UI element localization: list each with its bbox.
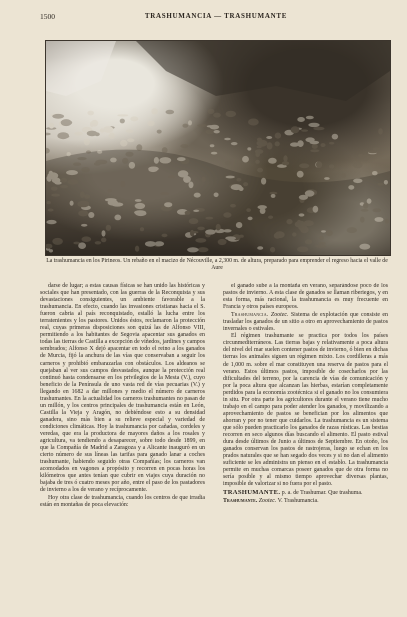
entry-headword: Trashumante. <box>223 498 258 505</box>
page-number: 1500 <box>40 12 55 21</box>
entry-text: V. Trashumancia. <box>277 498 319 505</box>
right-column <box>223 283 388 603</box>
entry-domain: Zootec. <box>258 498 277 505</box>
entry-headword: TRASHUMANTE. <box>223 489 281 497</box>
body-paragraph: darse de lugar; a estas causas físicas se han unido las históricas y sociales que han presentado, con las guerras de la Reconquista y sus devastaciones consiguientes, un ambiente favorable a la trashumancia. En efecto, cuando las invasiones cristianas hacia el S. fueron cabria al país reconquistado, estalló la lucha entre los terratenientes y los pastores. Unidos éstos, reclamaron la protección real, cuyas primeras disposiciones son quizá las de Alfonso VIII, permitiendo a los habitantes de Segovia apacentar sus ganados en todas las tierras de Castilla a excepción de viñedos, jardines y campos sembrados; Alfonso X dejó apacentar en todo el reino a los ganados de Murcia, fijó la anchura de las vías que conservaban a seguir los carneros y prohibió embarazarlas con obstáculos. Los aldeanos se quejaban al ver sus campos desvastados, aunque la protección real continuó hasta condensarse en los privilegios de la Mesta (V.), cuyo beneficio de la Península de uno vasta red de vías pecuarias (V.) y llegando en 1682 a dar millones y medio el número de carneros trashumantes. En la actualidad los carneros trashumantes no pasan de un millón, y los centros principales de trashumancia están en León, Castilla la Vieja y Aragón, no debiéndose esto a su densidad ganadera, sino más bien a su relieve especial y variedad de condiciones climáticas. Hoy la trashumancia por cañadas, cordeles y veredas, que era la productora de mayores daños a los rosales y agricultura, va tendiendo a desaparecer, sobre todo desde 1899, en que la Compañía de Madrid a Zaragoza y a Alicante inauguró en un cierto número de sus líneas las tarifas para ganado lanar a coches trashumante, habiendo seguido otras Compañías; los carneros van acomodados en vagones a propósito y recorren en pocas horas los kilómetros que antes tenían que cubrir en viajes cuya duración no bajaba de tres ó cuatro meses por año, entre el paso de los pastadores de invierno a los de verano y recíprocamente. <box>40 283 205 494</box>
flock-photograph <box>45 40 391 256</box>
entry-domain: Zootec. <box>270 311 289 318</box>
entry-text: p. a. de Trashumar. Que trashuma. <box>281 490 363 497</box>
entry-term: Trashumancia. <box>231 311 269 318</box>
definition-paragraph <box>223 312 388 333</box>
figure-caption: La trashumancia en los Pirineos. Un rebaño en el macizo de Nécouville, a 2,300 m. de altura, preparado para emprender el regreso hacia el valle de Aure <box>46 258 388 271</box>
body-paragraph: el ganado sube a la montaña en verano, separándose poco de los pastos de invierno. A esta clase de ganados se llaman riberiegos, y en esta forma, más racional, la trashumancia es muy frecuente en Francia y otros países europeos. <box>223 283 388 311</box>
photo-texture <box>46 41 390 255</box>
body-paragraph: Hoy otra clase de trashumancia, cuando los centros de que irradia están en montañas de poca elevación: <box>40 494 205 508</box>
entry-text: Sistema de explotación que consiste en trasladar los ganados de un sitio a otro en aprovechamiento de pastos invernales o estivales. <box>223 311 388 332</box>
running-title: TRASHUMANCIA — TRASHUMANTE <box>144 12 288 20</box>
body-paragraph: El régimen trashumante se practica por todos los países circunmediterráneos. Las tierras bajas y relativamente a poca altura del nivel del mar suelen contener pastos de invierno, ó bien en dichas tierras los animales siguen un régimen mixto. Los cordilleras a más de 1,000 m. sobre el mar constituyen una reserva de pastos para el verano. Estos últimos pastos, imposible de cosecharlos por las dificultades del terreno, por la carencia de vías de comunicación y por la poca altura que alcanzan las hierbas, estarían completamente perdidos para la economía zootécnica si el ganado no los consumiera in situ. Por otra parte los agricultores durante el verano tiene mucho trabajo en el campo para poder atender los ganados, y movilizando a aprovechamiento de pastos se benefician por los alimentos que ahorran y por no tener que cuidarlos. La trashumancia es un sistema que sólo pueden practicarlo los ganados de razas rústicas. Las bestias recorren en seco algunos días buscando el alimento. El pasto estival dura desde últimos de Junio a últimos de Septiembre. En otoño, los ganados conservan los pastos de rastrojeras, luego se echan en los prados naturales que se han segado dos veces y si no dan el alimento suficiente se les administra un pienso en el establo. La trashumancia permite en muchas comarcas poseer ganados que de otra forma no sería posible y al mismo tiempo aprovechar diversas plantas, imposible de valorizar si no fuera por el pasto. <box>223 333 388 488</box>
dictionary-entry <box>223 498 388 505</box>
left-column <box>40 283 205 509</box>
dictionary-entry <box>223 489 388 497</box>
page-header <box>40 12 392 26</box>
